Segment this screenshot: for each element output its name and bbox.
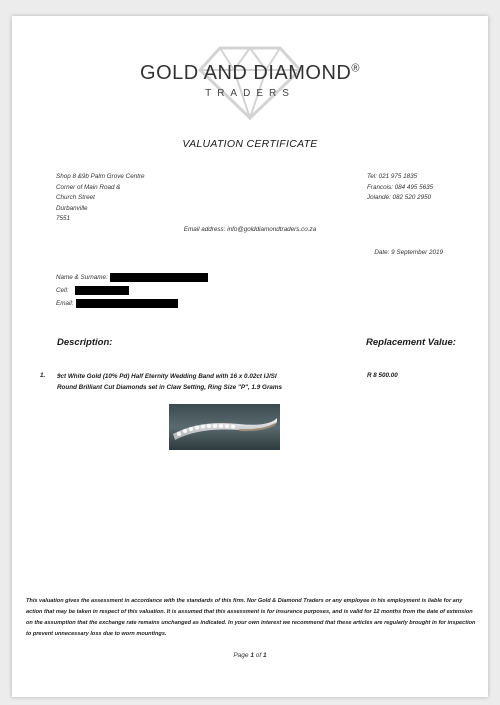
shop-address (56, 172, 145, 225)
description-heading: Description: (57, 337, 113, 348)
name-redaction (110, 273, 208, 282)
cell-redaction (75, 286, 129, 295)
item-number: 1. (40, 372, 46, 379)
address-line: Church Street (56, 194, 95, 201)
address-line: Corner of Main Road & (56, 183, 121, 191)
brand-name: GOLD AND DIAMOND® (140, 62, 360, 84)
address-line: 7551 (56, 215, 71, 222)
item-description (57, 372, 357, 393)
document-title: VALUATION CERTIFICATE (182, 138, 318, 150)
phone-line: Tel: 021 975 1835 (367, 173, 418, 180)
certificate-date: Date: 9 September 2019 (374, 249, 443, 256)
page-number: Page 1 of 1 (233, 652, 267, 659)
cell-label: Cell: (56, 287, 69, 294)
email-redaction (76, 299, 178, 308)
item-line: 9ct White Gold (10% Pd) Half Eternity Wedding Band with 16 x 0.02ct IJ/SI (57, 373, 277, 380)
phone-numbers (367, 172, 433, 204)
customer-fields (56, 271, 208, 310)
item-line: Round Brilliant Cut Diamonds set in Claw Setting, Ring Size "P", 1.9 Grams (57, 383, 282, 391)
name-label: Name & Surname: (56, 274, 108, 281)
address-line: Shop 8 &9b Palm Grove Centre (56, 173, 145, 180)
email-label: Email: (56, 300, 74, 307)
address-line: Durbanville (56, 204, 88, 212)
item-value: R 8 500.00 (367, 372, 398, 379)
ring-photo (169, 404, 280, 450)
value-heading: Replacement Value: (366, 337, 456, 348)
certificate-page (12, 16, 488, 697)
company-email: Email address: info@golddiamondtraders.co.za (183, 226, 317, 233)
email-field (56, 297, 208, 310)
cell-field (56, 284, 208, 297)
disclaimer-text: This valuation gives the assessment in accordance with the standards of this firm. Nor Gold & Diamond Traders or any employee in his employment is liable for any action that may be taken in respect of this valuation. It is assumed that this assessment is for insurance purposes, and is valid for 12 months from the date of extension on the assumption that the exchange rate remains unchanged as indicated. In your own interest we recommend that these articles are regularly brought in for inspection to prevent unnecessary loss due to worn mountings. (26, 598, 476, 637)
brand-subtitle: TRADERS (205, 88, 295, 99)
phone-line: Jolandé: 082 520 2950 (367, 194, 432, 201)
name-field (56, 271, 208, 284)
phone-line: Francois: 084 495 5635 (367, 183, 434, 191)
company-logo (12, 16, 488, 106)
